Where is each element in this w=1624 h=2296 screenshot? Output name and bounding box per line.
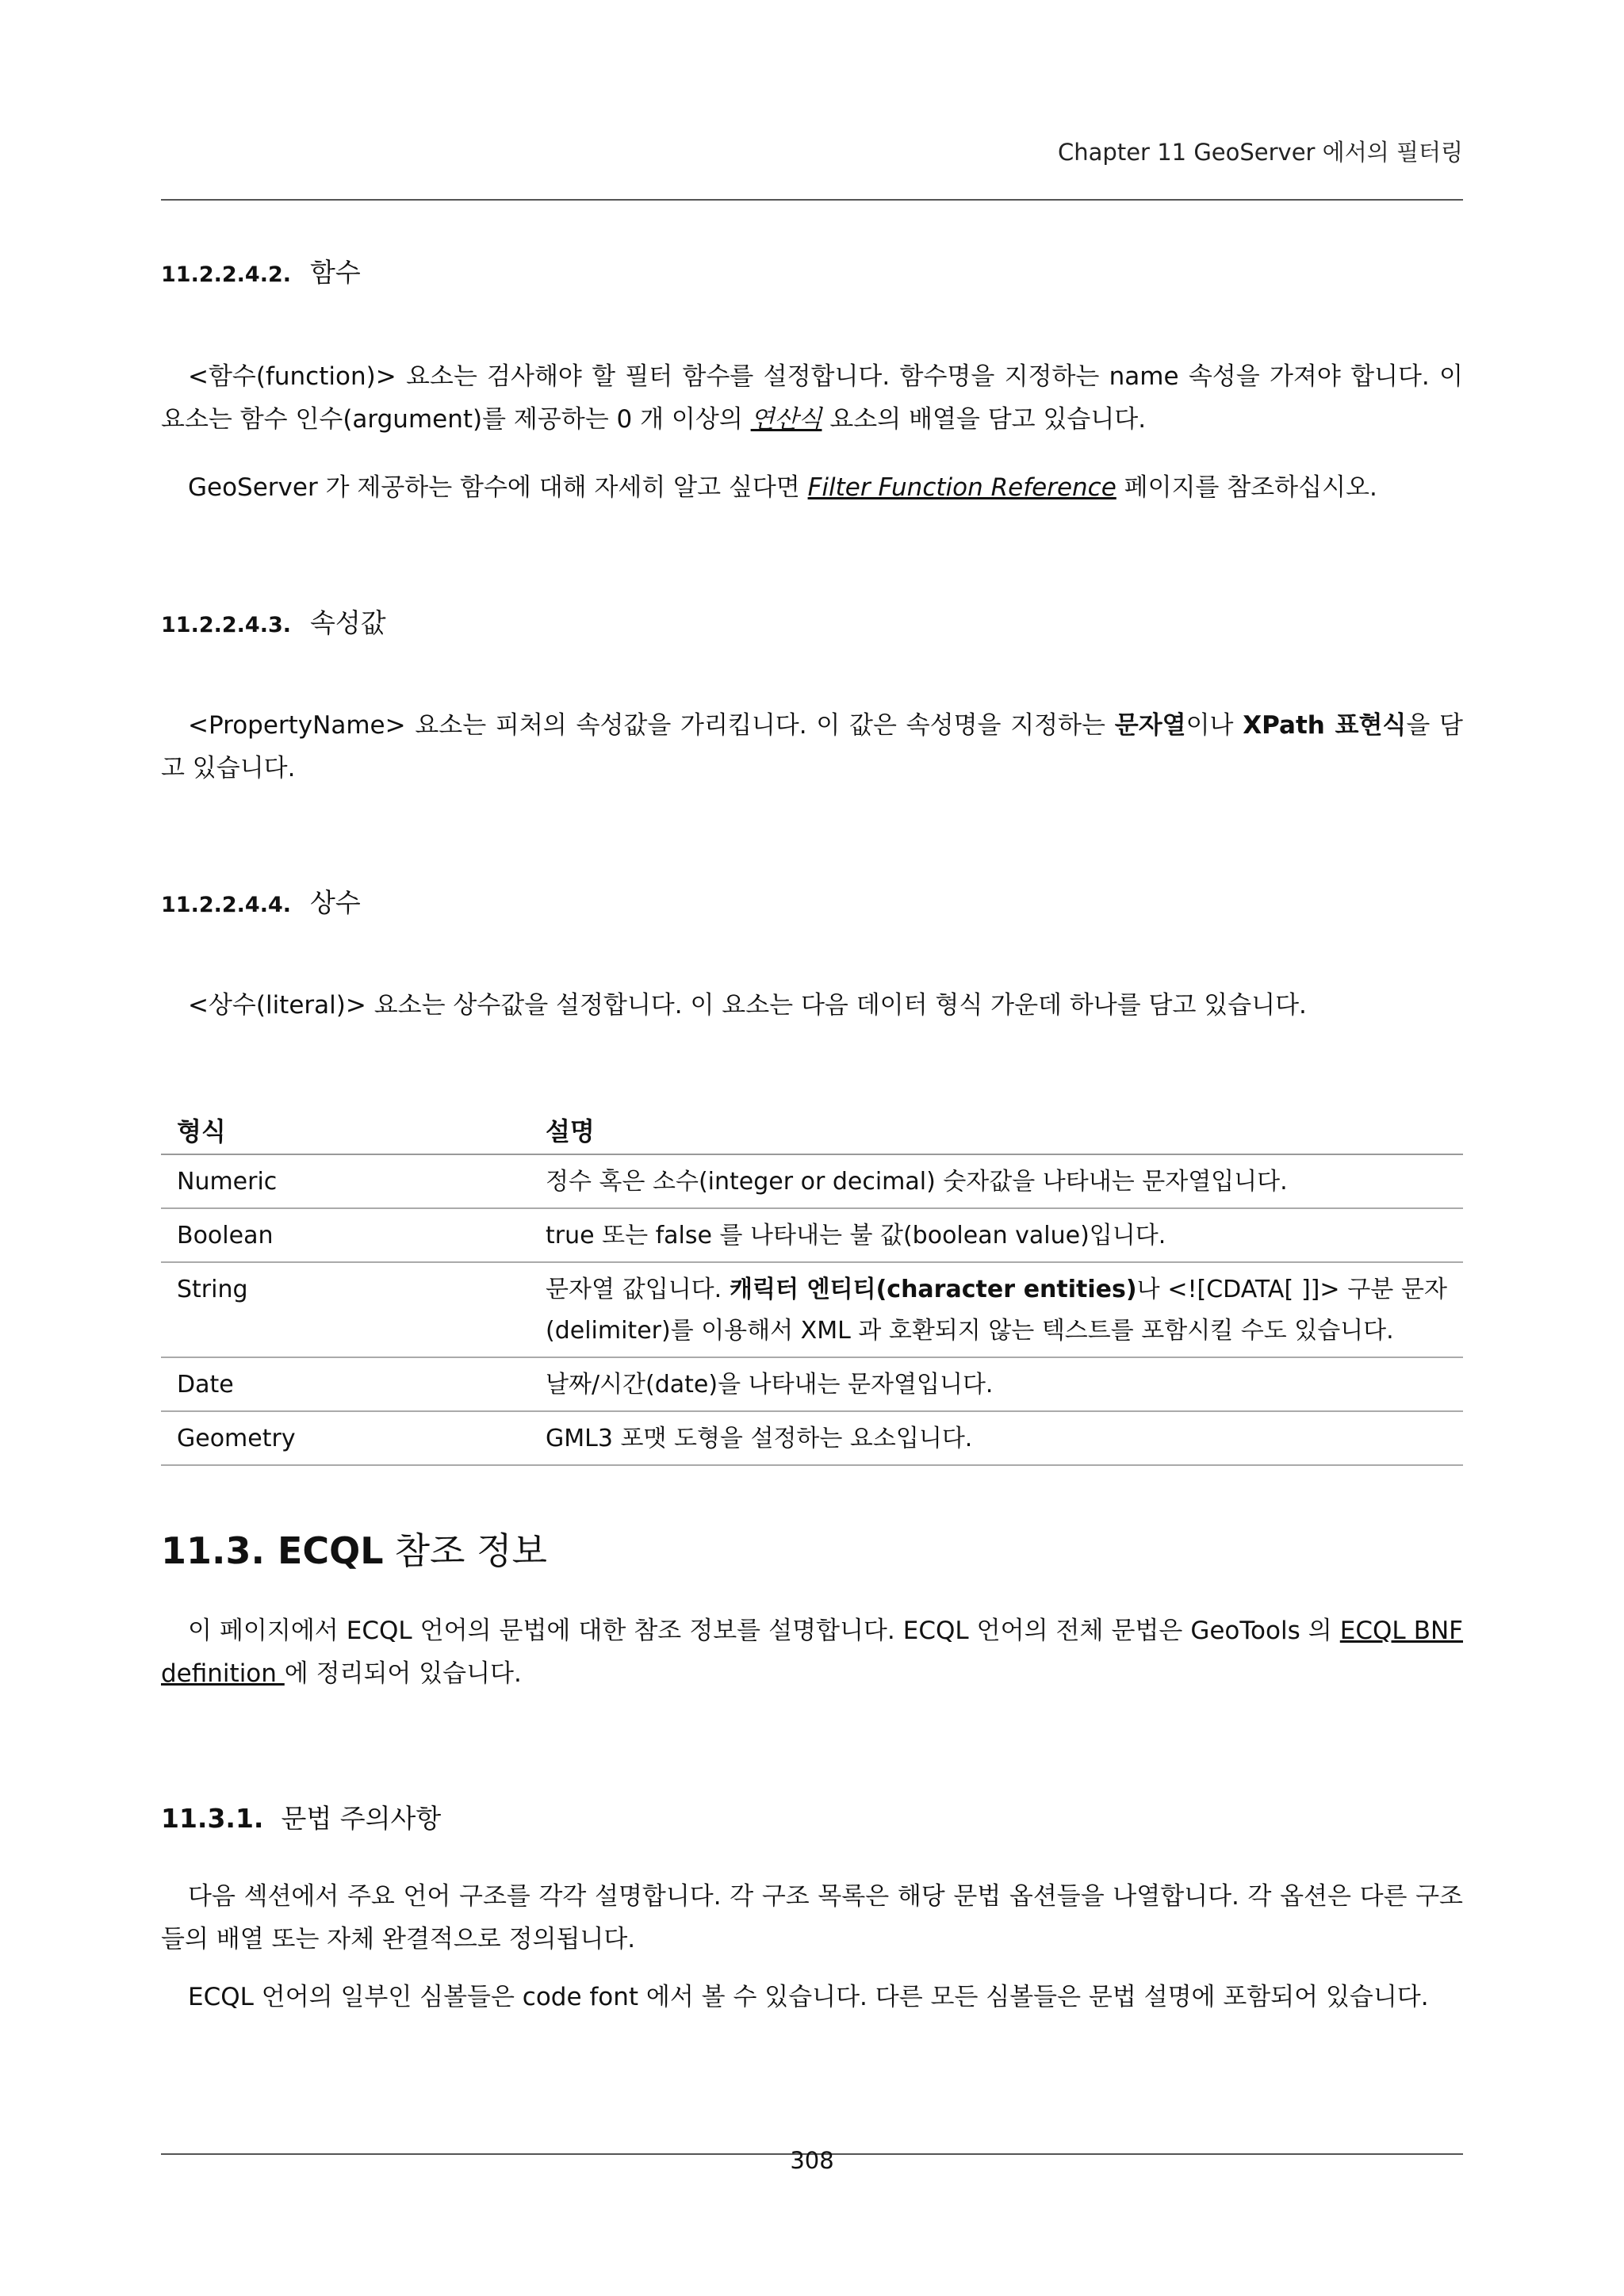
description-cell: 날짜/시간(date)을 나타내는 문자열입니다.: [530, 1357, 1463, 1411]
section-title: 문법 주의사항: [281, 1803, 442, 1834]
type-cell: String: [161, 1262, 530, 1357]
section-heading-grammar: [161, 1798, 441, 1835]
property-paragraph: [161, 704, 1463, 790]
section-number: 11.3.1.: [161, 1803, 264, 1834]
section-title: 속성값: [310, 607, 386, 638]
ecql-paragraph: [161, 1609, 1463, 1695]
description-cell: [530, 1262, 1463, 1357]
text-run: 에 정리되어 있습니다.: [284, 1659, 522, 1688]
text-run: GeoServer 가 제공하는 함수에 대해 자세히 알고 싶다면: [188, 473, 808, 502]
expression-link[interactable]: 연산식: [750, 405, 822, 434]
grammar-paragraph-1: 다음 섹션에서 주요 언어 구조를 각각 설명합니다. 각 구조 목록은 해당 문법 옵션들을 나열합니다. 각 옵션은 다른 구조들의 배열 또는 자체 완결적으로 정의됩니다.: [161, 1882, 1463, 1954]
table-row: [161, 1262, 1463, 1357]
grammar-paragraph-2: ECQL 언어의 일부인 심볼들은 code font 에서 볼 수 있습니다. 다른 모든 심볼들은 문법 설명에 포함되어 있습니다.: [188, 1983, 1429, 2011]
section-number: 11.2.2.4.4.: [161, 893, 292, 917]
type-cell: Geometry: [161, 1411, 530, 1465]
text-run: 문자열 값입니다.: [546, 1276, 730, 1303]
ecql-bnf-link[interactable]: ECQL BNF definition: [161, 1617, 1463, 1688]
header-divider: [161, 199, 1463, 201]
section-heading-ecql: [161, 1522, 547, 1575]
description-cell: true 또는 false 를 나타내는 불 값(boolean value)입니다.: [530, 1208, 1463, 1262]
function-paragraph-2: [161, 466, 1463, 509]
text-run: 페이지를 참조하십시오.: [1116, 473, 1377, 502]
text-run: 을 담고 있습니다.: [161, 711, 1463, 783]
description-cell: 정수 혹은 소수(integer or decimal) 숫자값을 나타내는 문자열입니다.: [530, 1154, 1463, 1208]
filter-function-reference-link[interactable]: Filter Function Reference: [807, 473, 1116, 502]
page-number: 308: [790, 2147, 834, 2174]
type-cell: Date: [161, 1357, 530, 1411]
text-run: <함수(function)> 요소는 검사해야 할 필터 함수를 설정합니다. 함수명을 지정하는 name 속성을 가져야 합니다. 이 요소는 함수 인수(argument)를 제공하는 0 개 이상의: [161, 362, 1463, 434]
section-heading-function: [161, 252, 361, 289]
section-title: 상수: [310, 887, 361, 918]
column-header-type: 형식: [161, 1106, 530, 1154]
text-run: 이 페이지에서 ECQL 언어의 문법에 대한 참조 정보를 설명합니다. ECQL 언어의 전체 문법은 GeoTools 의: [188, 1617, 1340, 1645]
column-header-description: 설명: [530, 1106, 1463, 1154]
section-number: 11.2.2.4.3.: [161, 613, 292, 637]
type-cell: Boolean: [161, 1208, 530, 1262]
text-run: 요소의 배열을 담고 있습니다.: [822, 405, 1147, 434]
literal-types-table: [161, 1106, 1463, 1466]
table-row: [161, 1154, 1463, 1208]
section-number: 11.2.2.4.2.: [161, 262, 292, 287]
function-paragraph-1: [161, 355, 1463, 441]
text-run: 이나: [1185, 711, 1243, 740]
text-run: 나 <![CDATA[ ]]> 구분 문자(delimiter)를 이용해서 XML 과 호환되지 않는 텍스트를 포함시킬 수도 있습니다.: [546, 1276, 1447, 1345]
table-row: [161, 1411, 1463, 1465]
text-run: <PropertyName> 요소는 피처의 속성값을 가리킵니다. 이 값은 속성명을 지정하는: [188, 711, 1115, 740]
bold-term: 캐릭터 엔티티(character entities): [730, 1276, 1137, 1303]
description-cell: GML3 포맷 도형을 설정하는 요소입니다.: [530, 1411, 1463, 1465]
table-header-row: [161, 1106, 1463, 1154]
bold-term: 문자열: [1114, 711, 1186, 740]
section-heading-literal: [161, 882, 361, 920]
type-cell: Numeric: [161, 1154, 530, 1208]
literal-paragraph: <상수(literal)> 요소는 상수값을 설정합니다. 이 요소는 다음 데이터 형식 가운데 하나를 담고 있습니다.: [188, 991, 1307, 1020]
running-header: Chapter 11 GeoServer 에서의 필터링: [1058, 139, 1463, 166]
section-title: 참조 정보: [394, 1529, 547, 1572]
section-number: 11.3. ECQL: [161, 1529, 384, 1572]
section-title: 함수: [310, 257, 361, 288]
section-heading-property: [161, 603, 386, 640]
table-row: [161, 1208, 1463, 1262]
bold-term: XPath 표현식: [1243, 711, 1407, 740]
table-row: [161, 1357, 1463, 1411]
